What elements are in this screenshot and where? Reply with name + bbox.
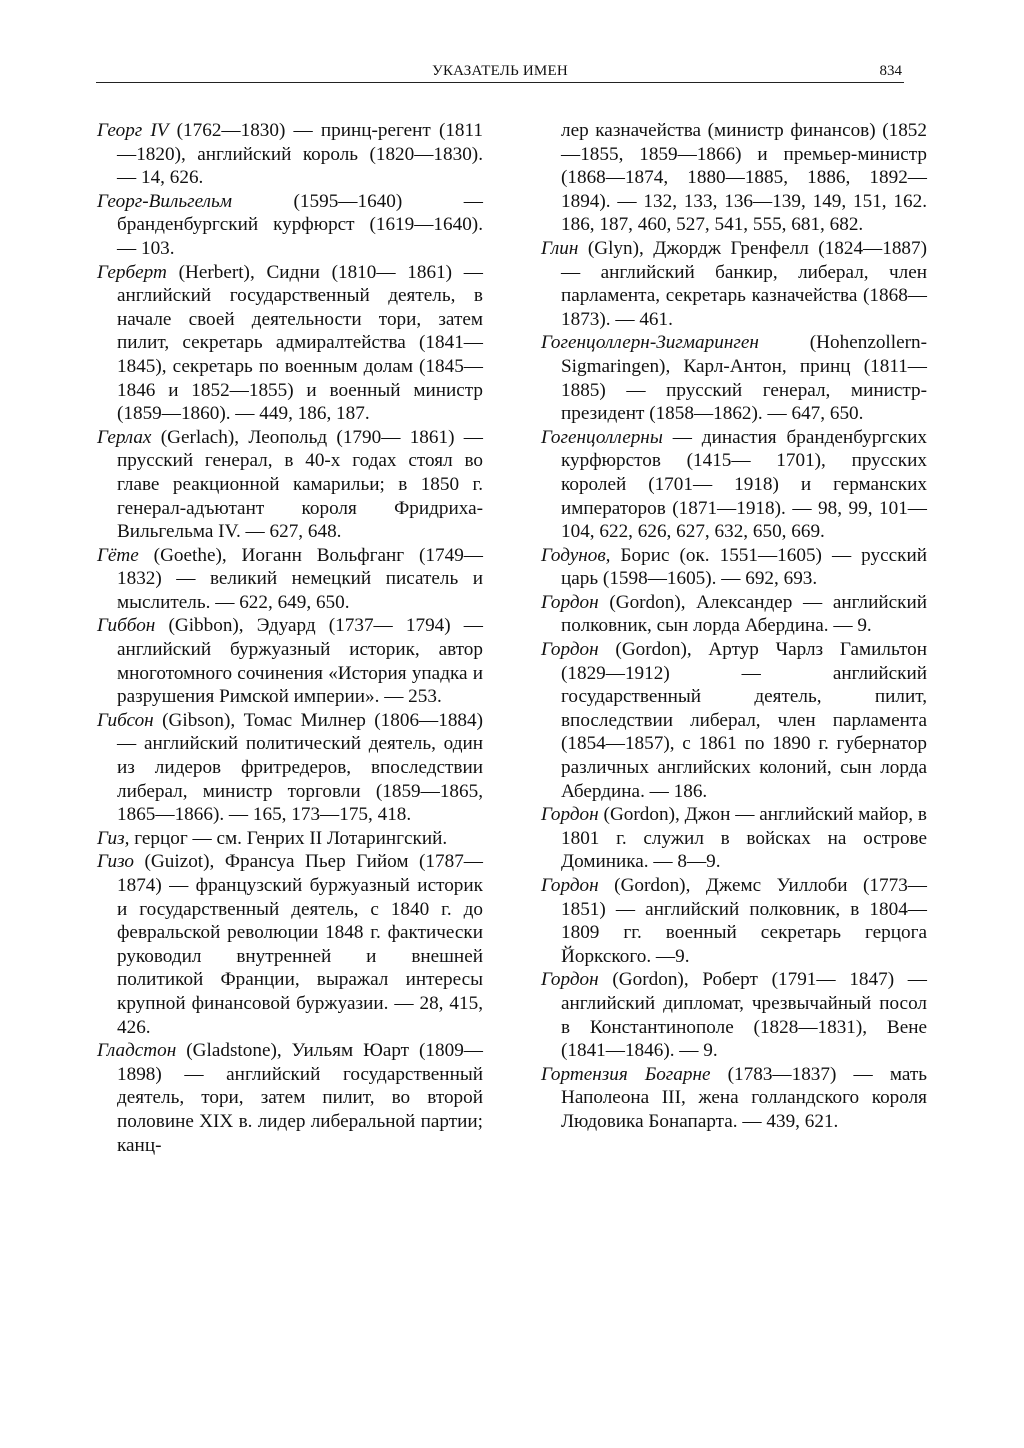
- entry-headword: Гордон: [541, 969, 599, 991]
- entry-text: (Hohenzollern-Sigmaringen), Карл-Антон, принц (1811—1885) — прусский генерал, министр-президент (1858—1862). — 647, 650.: [561, 332, 927, 425]
- entry-headword: Герлах: [97, 426, 152, 448]
- entry-text: лер казначейства (министр финансов) (1852—1855, 1859—1866) и премьер-министр (1868—1874, 1880—1885, 1886, 1892—1894). — 132, 133, 136—139, 149, 151, 162. 186, 187, 460, 527, 541, 555, 681, 682.: [561, 120, 927, 236]
- index-entry: [97, 827, 483, 851]
- entry-headword: Гордон: [541, 875, 599, 896]
- index-entry: [97, 1039, 483, 1157]
- entry-text: (Gladstone), Уильям Юарт (1809—1898) — английский государственный деятель, тори, затем пилит, во второй половине XIX в. лидер либеральной партии; канц-: [117, 1040, 483, 1156]
- entry-headword: Глин: [541, 237, 579, 259]
- index-entry: [97, 426, 483, 544]
- index-entry: [541, 874, 927, 968]
- index-entry: [97, 614, 483, 708]
- entry-text: (1762—1830) — принц-регент (1811—1820), английский король (1820—1830). — 14, 626.: [117, 120, 483, 189]
- entry-headword: Гладстон: [97, 1040, 177, 1062]
- index-entry: [97, 119, 483, 190]
- entry-headword: Гордон: [541, 639, 599, 661]
- right-column: [541, 119, 927, 1134]
- index-entry: [97, 190, 483, 261]
- index-entry: [541, 331, 927, 425]
- entry-text: (Gordon), Джон — английский майор, в 1801 г. служил в войсках на острове Доминика. — 8—9.: [561, 804, 927, 873]
- entry-headword: Гиз,: [97, 827, 130, 849]
- entry-headword: Гизо: [97, 851, 134, 873]
- index-entry-continuation: [541, 119, 927, 237]
- entry-text: (1595—1640) — бранденбургский курфюрст (1619—1640). — 103.: [117, 190, 483, 259]
- entry-text: Борис (ок. 1551—1605) — русский царь (1598—1605). — 692, 693.: [561, 544, 927, 590]
- entry-headword: Гортензия Богарне: [541, 1063, 711, 1085]
- index-entry: [97, 261, 483, 426]
- entry-headword: Гордон: [541, 804, 599, 826]
- running-title: УКАЗАТЕЛЬ ИМЕН: [432, 63, 568, 79]
- index-entry: [97, 544, 483, 615]
- index-entry: [97, 850, 483, 1039]
- index-entry: [541, 544, 927, 591]
- entry-text: (Gordon), Роберт (1791— 1847) — английский дипломат, чрезвычайный посол в Константинополе (1828—1831), Вене (1841—1846). — 9.: [561, 969, 927, 1062]
- entry-text: герцог — см. Генрих II Лотарингский.: [129, 827, 448, 849]
- index-entry: [541, 803, 927, 874]
- index-entry: [97, 709, 483, 827]
- entry-text: (1783—1837) — мать Наполеона III, жена голландского короля Людовика Бонапарта. — 439, 621.: [561, 1063, 927, 1132]
- page-number: 834: [879, 63, 902, 79]
- entry-text: — династия бранденбургских курфюрстов (1415— 1701), прусских королей (1701— 1918) и германских императоров (1871—1918). — 98, 99, 101—104, 622, 626, 627, 632, 650, 669.: [561, 426, 927, 543]
- entry-text: (Glyn), Джордж Гренфелл (1824—1887) — английский банкир, либерал, член парламента, секретарь казначейства (1868— 1873). — 461.: [561, 237, 927, 330]
- entry-text: (Gibbon), Эдуард (1737— 1794) — английский буржуазный историк, автор многотомного сочинения «История упадка и разрушения Римской империи». — 253.: [117, 615, 483, 708]
- entry-text: (Goethe), Иоганн Вольфганг (1749—1832) — великий немецкий писатель и мыслитель. — 622, 649, 650.: [117, 544, 483, 613]
- left-column: [97, 119, 483, 1157]
- entry-text: (Gerlach), Леопольд (1790— 1861) — прусский генерал, в 40-х годах стоял во главе реакционной камарильи; в 1850 г. генерал-адъютант короля Фридриха-Вильгельма IV. — 627, 648.: [117, 426, 483, 543]
- index-entry: [541, 968, 927, 1062]
- entry-headword: Гогенцоллерны: [541, 426, 663, 448]
- index-entry: [541, 1063, 927, 1134]
- index-entry: [541, 638, 927, 803]
- index-entry: [541, 237, 927, 331]
- entry-headword: Герберт: [97, 261, 167, 283]
- entry-headword: Годунов,: [541, 544, 611, 566]
- entry-text: (Gordon), Джемс Уиллоби (1773—1851) — английский полковник, в 1804—1809 гг. военный секретарь герцога Йоркского. —9.: [561, 875, 927, 967]
- entry-text: (Guizot), Франсуа Пьер Гийом (1787—1874) — французский буржуазный историк и государственный деятель, с 1840 г. до февральской революции 1848 г. фактически руководил внутренней и внешней политикой Франции, выражал интересы крупной финансовой буржуазии. — 28, 415, 426.: [117, 851, 483, 1038]
- entry-text: (Gordon), Александер — английский полковник, сын лорда Абердина. — 9.: [561, 591, 927, 637]
- entry-headword: Гордон: [541, 591, 599, 613]
- running-header: [96, 60, 904, 83]
- entry-headword: Гогенцоллерн-Зигмаринген: [541, 332, 759, 354]
- entry-headword: Гёте: [97, 544, 139, 566]
- entry-headword: Гибсон: [97, 709, 154, 731]
- entry-headword: Георг-Вильгельм: [97, 190, 232, 212]
- entry-text: (Gordon), Артур Чарлз Гамильтон (1829—1912) — английский государственный деятель, пилит, впоследствии либерал, член парламента (1854—1857), с 1861 по 1890 г. губернатор различных английских колоний, сын лорда Абердина. — 186.: [561, 639, 927, 802]
- index-entry: [541, 426, 927, 544]
- entry-text: (Gibson), Томас Милнер (1806—1884) — английский политический деятель, один из лидеров фритредеров, впоследствии либерал, министр торговли (1859—1865, 1865—1866). — 165, 173—175, 418.: [117, 709, 483, 826]
- entry-headword: Гиббон: [97, 615, 156, 637]
- index-entry: [541, 591, 927, 638]
- entry-headword: Георг IV: [97, 120, 169, 141]
- entry-text: (Herbert), Сидни (1810— 1861) — английский государственный деятель, в начале своей деятельности тори, затем пилит, секретарь адмиралтейства (1841—1845), секретарь по военным долам (1845—1846 и 1852—1855) и военный министр (1859—1860). — 449, 186, 187.: [117, 261, 483, 425]
